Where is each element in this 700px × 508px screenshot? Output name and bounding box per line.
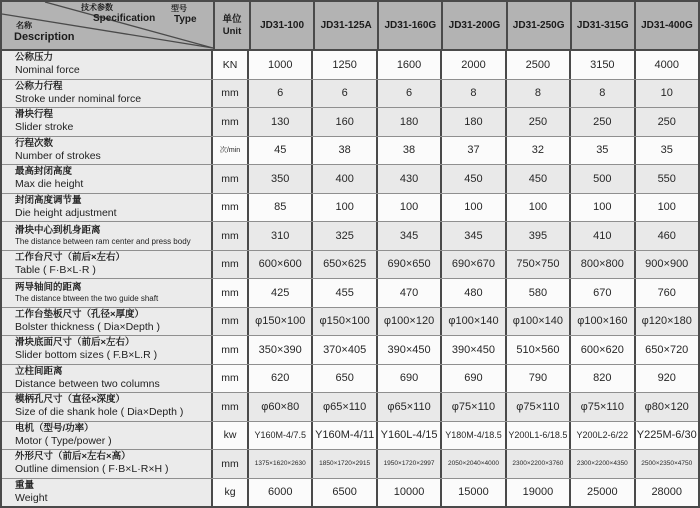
value-cell: 15000 [442, 479, 506, 507]
column-header-jd31-400g: JD31-400G [641, 20, 693, 31]
row-label-cn: 封闭高度调节量 [15, 194, 82, 206]
value-cell: 6 [378, 80, 442, 108]
value-cell: 180 [442, 108, 506, 136]
value-cell: 6 [313, 80, 377, 108]
value-cell: 430 [378, 165, 442, 193]
value-cell: 1000 [249, 51, 313, 79]
corner-type-label-en: Type [174, 14, 197, 25]
value-cell: 2050×2040×4000 [442, 450, 506, 478]
table-row [2, 251, 698, 280]
value-cell: 620 [249, 365, 313, 393]
row-label-cn: 电机（型号/功率） [15, 422, 94, 434]
row-label-en: The distance between ram center and press body [15, 236, 191, 246]
value-cell: 2300×2200×4350 [571, 450, 635, 478]
value-cell: 1600 [378, 51, 442, 79]
row-unit-cell: mm [213, 450, 249, 478]
row-label-cn: 滑块底面尺寸（前后×左右） [15, 337, 135, 349]
value-cell: φ100×160 [571, 308, 635, 336]
value-cell: 180 [378, 108, 442, 136]
corner-type-label-cn: 型号 [171, 4, 187, 13]
column-header-jd31-160g: JD31-160G [379, 2, 443, 49]
value-cell: 6500 [313, 479, 377, 507]
value-cell: 470 [378, 279, 442, 307]
value-cell: 37 [442, 137, 506, 165]
row-unit-cell: mm [213, 308, 249, 336]
row-unit-cell: mm [213, 222, 249, 250]
unit-column-header [215, 2, 251, 49]
row-label-cn: 立柱间距离 [15, 365, 63, 377]
row-unit-cell: mm [213, 279, 249, 307]
unit-header-en: Unit [222, 25, 242, 37]
value-cell: 450 [507, 165, 571, 193]
value-cell: φ60×80 [249, 393, 313, 421]
value-cell: 650 [313, 365, 377, 393]
value-cell: 450 [442, 165, 506, 193]
value-cell: 8 [571, 80, 635, 108]
row-unit-cell: mm [213, 251, 249, 279]
value-cell: 455 [313, 279, 377, 307]
row-unit-cell: kg [213, 479, 249, 507]
table-row [2, 365, 698, 394]
value-cell: 38 [313, 137, 377, 165]
row-label-cn: 公称力行程 [15, 80, 63, 92]
value-cell: 325 [313, 222, 377, 250]
value-cell: 85 [249, 194, 313, 222]
row-description-cell [2, 194, 213, 222]
value-cell: 2500×2350×4750 [636, 450, 698, 478]
value-cell: 920 [636, 365, 698, 393]
value-cell: 1850×1720×2915 [313, 450, 377, 478]
value-cell: 650×625 [313, 251, 377, 279]
value-cell: 690×670 [442, 251, 506, 279]
value-cell: 425 [249, 279, 313, 307]
table-row [2, 108, 698, 137]
value-cell: Y180M-4/18.5 [442, 422, 506, 450]
row-unit-cell: mm [213, 80, 249, 108]
value-cell: φ150×100 [313, 308, 377, 336]
corner-name-label-cn: 名称 [16, 21, 32, 30]
value-cell: Y200L2-6/22 [571, 422, 635, 450]
value-cell: φ150×100 [249, 308, 313, 336]
value-cell: φ75×110 [571, 393, 635, 421]
row-unit-cell: mm [213, 194, 249, 222]
value-cell: 8 [442, 80, 506, 108]
row-label-en: Slider bottom sizes ( F.B×L.R ) [15, 349, 158, 362]
row-label-en: Size of die shank hole ( Dia×Depth ) [15, 406, 184, 419]
value-cell: 650×720 [636, 336, 698, 364]
value-cell: 480 [442, 279, 506, 307]
value-cell: 250 [636, 108, 698, 136]
table-row [2, 222, 698, 251]
table-row [2, 279, 698, 308]
value-cell: Y160M-4/7.5 [249, 422, 313, 450]
value-cell: 395 [507, 222, 571, 250]
value-cell: 8 [507, 80, 571, 108]
row-unit-cell: KN [213, 51, 249, 79]
row-description-cell [2, 251, 213, 279]
value-cell: 10000 [378, 479, 442, 507]
table-row [2, 51, 698, 80]
value-cell: 750×750 [507, 251, 571, 279]
value-cell: 100 [636, 194, 698, 222]
value-cell: 390×450 [378, 336, 442, 364]
corner-name-label-en: Description [14, 31, 75, 43]
value-cell: 690×650 [378, 251, 442, 279]
value-cell: 350 [249, 165, 313, 193]
value-cell: 28000 [636, 479, 698, 507]
value-cell: 410 [571, 222, 635, 250]
row-label-en: Weight [15, 491, 48, 504]
row-label-en: The distance btween the two guide shaft [15, 293, 159, 303]
table-row [2, 450, 698, 479]
value-cell: 130 [249, 108, 313, 136]
value-cell: 670 [571, 279, 635, 307]
value-cell: 250 [571, 108, 635, 136]
value-cell: 100 [378, 194, 442, 222]
table-row [2, 308, 698, 337]
row-description-cell [2, 80, 213, 108]
value-cell: 32 [507, 137, 571, 165]
row-label-en: Motor ( Type/power ) [15, 434, 112, 447]
value-cell: 790 [507, 365, 571, 393]
row-label-en: Max die height [15, 178, 84, 191]
value-cell: 690 [442, 365, 506, 393]
row-label-cn: 最高封闭高度 [15, 166, 73, 178]
value-cell: 2500 [507, 51, 571, 79]
table-row [2, 80, 698, 109]
row-unit-cell: mm [213, 365, 249, 393]
table-row [2, 194, 698, 223]
value-cell: 345 [378, 222, 442, 250]
value-cell: 350×390 [249, 336, 313, 364]
value-cell: 3150 [571, 51, 635, 79]
row-label-en: Stroke under nominal force [15, 92, 142, 105]
row-description-cell [2, 165, 213, 193]
value-cell: 580 [507, 279, 571, 307]
row-description-cell [2, 108, 213, 136]
row-label-cn: 两导轴间的距离 [15, 281, 82, 293]
row-unit-cell: kw [213, 422, 249, 450]
value-cell: φ65×110 [313, 393, 377, 421]
row-label-cn: 工作台垫板尺寸（孔径×厚度） [15, 308, 145, 320]
value-cell: 1250 [313, 51, 377, 79]
row-description-cell [2, 450, 213, 478]
value-cell: 250 [507, 108, 571, 136]
row-label-en: Outline dimension ( F·B×L·R×H ) [15, 463, 169, 476]
value-cell: 2000 [442, 51, 506, 79]
row-description-cell [2, 336, 213, 364]
value-cell: φ75×110 [507, 393, 571, 421]
row-description-cell [2, 479, 213, 507]
row-label-cn: 重量 [15, 479, 35, 491]
value-cell: 38 [378, 137, 442, 165]
value-cell: Y160L-4/15 [378, 422, 442, 450]
value-cell: 35 [571, 137, 635, 165]
value-cell: 35 [636, 137, 698, 165]
value-cell: 600×600 [249, 251, 313, 279]
table-row [2, 336, 698, 365]
value-cell: 460 [636, 222, 698, 250]
row-unit-cell: mm [213, 165, 249, 193]
row-label-en: Bolster thickness ( Dia×Depth ) [15, 320, 161, 333]
value-cell: φ75×110 [442, 393, 506, 421]
value-cell: 820 [571, 365, 635, 393]
column-header-jd31-250g: JD31-250G [508, 2, 572, 49]
value-cell: 500 [571, 165, 635, 193]
value-cell: Y225M-6/30 [636, 422, 698, 450]
value-cell: 550 [636, 165, 698, 193]
value-cell: φ65×110 [378, 393, 442, 421]
value-cell: 160 [313, 108, 377, 136]
diagonal-corner-cell [2, 2, 215, 49]
table-header-row [2, 2, 698, 51]
value-cell: 2300×2200×3760 [507, 450, 571, 478]
corner-spec-label-cn: 技术参数 [81, 3, 113, 12]
value-cell: 1950×1720×2997 [378, 450, 442, 478]
row-label-en: Slider stroke [15, 121, 74, 134]
value-cell: 370×405 [313, 336, 377, 364]
value-cell: 600×620 [571, 336, 635, 364]
table-row [2, 137, 698, 166]
row-label-cn: 行程次数 [15, 137, 54, 149]
value-cell: 100 [571, 194, 635, 222]
corner-spec-label-en: Specification [93, 13, 156, 24]
value-cell: 45 [249, 137, 313, 165]
value-cell: 1375×1620×2630 [249, 450, 313, 478]
column-header-jd31-125a: JD31-125A [315, 2, 379, 49]
value-cell: Y200L1-6/18.5 [507, 422, 571, 450]
value-cell: 25000 [571, 479, 635, 507]
row-label-en: Nominal force [15, 64, 80, 77]
row-description-cell [2, 365, 213, 393]
value-cell: 310 [249, 222, 313, 250]
value-cell: 690 [378, 365, 442, 393]
row-label-en: Number of strokes [15, 149, 101, 162]
value-cell: 19000 [507, 479, 571, 507]
row-label-cn: 滑块行程 [15, 109, 54, 121]
row-label-en: Table ( F·B×L·R ) [15, 263, 96, 276]
value-cell: 100 [507, 194, 571, 222]
value-cell: 510×560 [507, 336, 571, 364]
column-header-jd31-200g: JD31-200G [443, 2, 507, 49]
row-description-cell [2, 51, 213, 79]
table-row [2, 165, 698, 194]
value-cell: 800×800 [571, 251, 635, 279]
value-cell: 390×450 [442, 336, 506, 364]
row-description-cell [2, 308, 213, 336]
table-row [2, 393, 698, 422]
value-cell: 345 [442, 222, 506, 250]
row-label-cn: 滑块中心到机身距离 [15, 224, 101, 236]
table-row [2, 422, 698, 451]
value-cell: 100 [442, 194, 506, 222]
row-label-cn: 外形尺寸（前后×左右×高） [15, 451, 131, 463]
row-label-en: Distance between two columns [15, 377, 160, 390]
column-header-jd31-100: JD31-100 [251, 2, 315, 49]
row-label-cn: 公称压力 [15, 52, 54, 64]
value-cell: 400 [313, 165, 377, 193]
value-cell: φ100×140 [442, 308, 506, 336]
row-description-cell [2, 279, 213, 307]
value-cell: 4000 [636, 51, 698, 79]
row-label-en: Die height adjustment [15, 206, 117, 219]
row-description-cell [2, 222, 213, 250]
row-label-cn: 工作台尺寸（前后×左右） [15, 251, 126, 263]
value-cell: 10 [636, 80, 698, 108]
value-cell: φ120×180 [636, 308, 698, 336]
row-unit-cell: 次/min [213, 137, 249, 165]
row-label-cn: 模柄孔尺寸（直径×深度） [15, 394, 126, 406]
value-cell: 760 [636, 279, 698, 307]
row-description-cell [2, 137, 213, 165]
row-description-cell [2, 422, 213, 450]
row-unit-cell: mm [213, 336, 249, 364]
value-cell: Y160M-4/11 [313, 422, 377, 450]
value-cell: 100 [313, 194, 377, 222]
value-cell: φ80×120 [636, 393, 698, 421]
row-unit-cell: mm [213, 108, 249, 136]
column-header-jd31-315g: JD31-315G [572, 2, 636, 49]
unit-header-cn: 单位 [222, 13, 242, 25]
value-cell: 900×900 [636, 251, 698, 279]
value-cell: φ100×120 [378, 308, 442, 336]
row-unit-cell: mm [213, 393, 249, 421]
table-body [2, 51, 698, 506]
table-row [2, 479, 698, 507]
value-cell: φ100×140 [507, 308, 571, 336]
value-cell: 6 [249, 80, 313, 108]
value-cell: 6000 [249, 479, 313, 507]
row-description-cell [2, 393, 213, 421]
